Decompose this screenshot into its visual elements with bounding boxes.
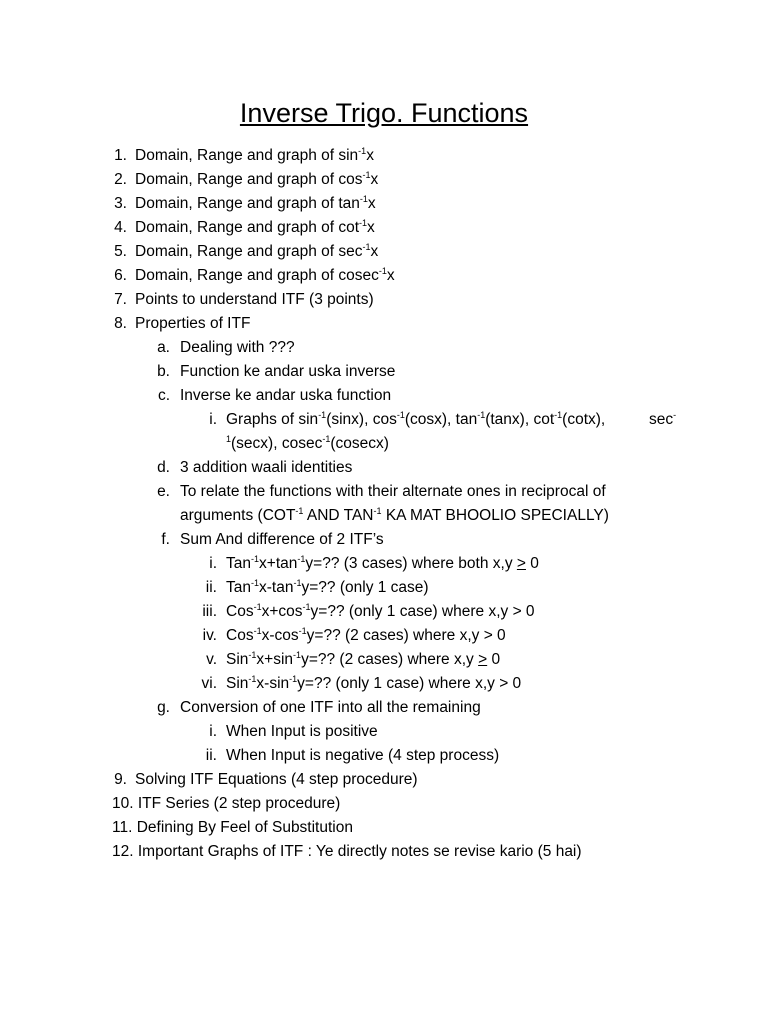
- item-number: 2.: [114, 171, 127, 188]
- item-roman: i.: [209, 723, 217, 740]
- list-item: [105, 216, 665, 240]
- list-item: [185, 672, 685, 696]
- item-text: Properties of ITF: [135, 315, 251, 332]
- list-item: [150, 696, 670, 720]
- list-item: [185, 744, 685, 768]
- item-text: $Tan^{-1}x-\tan^{-1}y=$?? (only 1 case): [226, 578, 429, 596]
- item-roman: iv.: [202, 627, 217, 644]
- list-item: [150, 528, 670, 552]
- item-text: Domain, Range and graph of $\cos^{-1}x$: [135, 170, 379, 188]
- list-item: [105, 288, 665, 312]
- item-number: 3.: [114, 195, 127, 212]
- item-text: Function ke andar uska inverse: [180, 363, 396, 380]
- list-item: [105, 168, 665, 192]
- item-text: $Cos^{-1}x-\cos^{-1}y=$?? (2 cases) where x,y > 0: [226, 626, 506, 644]
- item-roman: v.: [206, 651, 217, 668]
- item-text: $Sin^{-1}x+\sin^{-1}y=$?? (2 cases) where x,y > 0: [226, 650, 501, 668]
- item-letter: a.: [157, 339, 170, 356]
- item-text: arguments ($COT^{-1}$ AND $TAN^{-1}$ KA MAT BHOOLIO SPECIALLY): [180, 506, 609, 524]
- item-text: Sum And difference of 2 ITF’s: [180, 531, 384, 548]
- item-roman: i.: [209, 411, 217, 428]
- item-text: To relate the functions with their alternate ones in reciprocal of: [180, 483, 606, 500]
- item-number: 11.: [112, 819, 133, 836]
- item-number: 8.: [114, 315, 127, 332]
- list-item: [105, 312, 665, 336]
- item-text: Defining By Feel of Substitution: [136, 819, 353, 836]
- item-text: $^1$(secx), cosec$^{-1}$(cosecx): [226, 434, 389, 452]
- item-number: 12.: [112, 843, 134, 860]
- item-roman: vi.: [201, 675, 217, 692]
- item-text: $Sin^{-1}x-\sin^{-1}y=$?? (only 1 case) where x,y > 0: [226, 674, 522, 692]
- list-item: [185, 552, 685, 576]
- item-number: 5.: [114, 243, 127, 260]
- item-number: 7.: [114, 291, 127, 308]
- item-text: Important Graphs of ITF : Ye directly notes se revise kario (5 hai): [137, 843, 582, 860]
- item-letter: b.: [157, 363, 170, 380]
- item-text: Dealing with ???: [180, 339, 295, 356]
- item-text: Conversion of one ITF into all the remaining: [180, 699, 481, 716]
- item-roman: ii.: [205, 579, 217, 596]
- item-text: Domain, Range and graph of $\sec^{-1}x$: [135, 242, 379, 260]
- list-item: [185, 624, 685, 648]
- item-text: Inverse ke andar uska function: [180, 387, 392, 404]
- item-text: $Cos^{-1}x+\cos^{-1}y=$?? (only 1 case) where x,y > 0: [226, 602, 535, 620]
- list-item: [150, 336, 670, 360]
- item-number: 10.: [112, 795, 134, 812]
- list-item: [185, 408, 685, 432]
- list-item: [105, 144, 665, 168]
- list-item-continuation: [180, 504, 680, 528]
- item-text: Domain, Range and graph of cosec$^{-1}$x: [135, 266, 395, 284]
- list-item: [185, 720, 685, 744]
- item-text: ITF Series (2 step procedure): [137, 795, 341, 812]
- item-number: 4.: [114, 219, 127, 236]
- list-item: [105, 768, 685, 792]
- list-item: [150, 480, 670, 504]
- page-title: Inverse Trigo. Functions: [239, 98, 529, 128]
- item-letter: g.: [157, 699, 170, 716]
- item-roman: ii.: [205, 747, 217, 764]
- list-item: [112, 792, 692, 816]
- list-item: [105, 192, 665, 216]
- item-letter: d.: [157, 459, 170, 476]
- item-text: When Input is positive: [226, 723, 378, 740]
- item-number: 9.: [114, 771, 127, 788]
- list-item: [150, 384, 670, 408]
- list-item: [105, 264, 665, 288]
- list-item: [185, 600, 685, 624]
- list-item: [185, 576, 685, 600]
- item-text: When Input is negative (4 step process): [226, 747, 500, 764]
- item-letter: e.: [157, 483, 170, 500]
- item-text: Domain, Range and graph of $\cot^{-1}x$: [135, 218, 375, 236]
- item-text: Solving ITF Equations (4 step procedure): [135, 771, 418, 788]
- item-text: Graphs of $\sin^{-1}(\sin x)$, $\cos^{-1}(\cos x)$, $\tan^{-1}(\tan x)$, $\cot^{-1}(\cot x)$,: [226, 410, 606, 428]
- item-text: 3 addition waali identities: [180, 459, 353, 476]
- item-number: 6.: [114, 267, 127, 284]
- item-text: $Tan^{-1}x+\tan^{-1}y=$?? (3 cases) where both x,y > 0: [226, 554, 539, 572]
- item-text: Domain, Range and graph of $\sin^{-1}x$: [135, 146, 374, 164]
- item-roman: i.: [209, 555, 217, 572]
- item-letter: f.: [161, 531, 170, 548]
- list-item: [185, 648, 685, 672]
- list-item: [112, 840, 712, 864]
- list-item: [150, 360, 670, 384]
- item-text-wrap: sec-: [649, 410, 677, 428]
- list-item: [150, 456, 670, 480]
- item-letter: c.: [157, 387, 170, 404]
- list-item: [105, 240, 665, 264]
- item-number: 1.: [114, 147, 127, 164]
- item-text: Points to understand ITF (3 points): [135, 291, 374, 308]
- item-roman: iii.: [202, 603, 217, 620]
- item-text: Domain, Range and graph of $\tan^{-1}x$: [135, 194, 376, 212]
- list-item-continuation: [226, 432, 666, 456]
- list-item: [112, 816, 692, 840]
